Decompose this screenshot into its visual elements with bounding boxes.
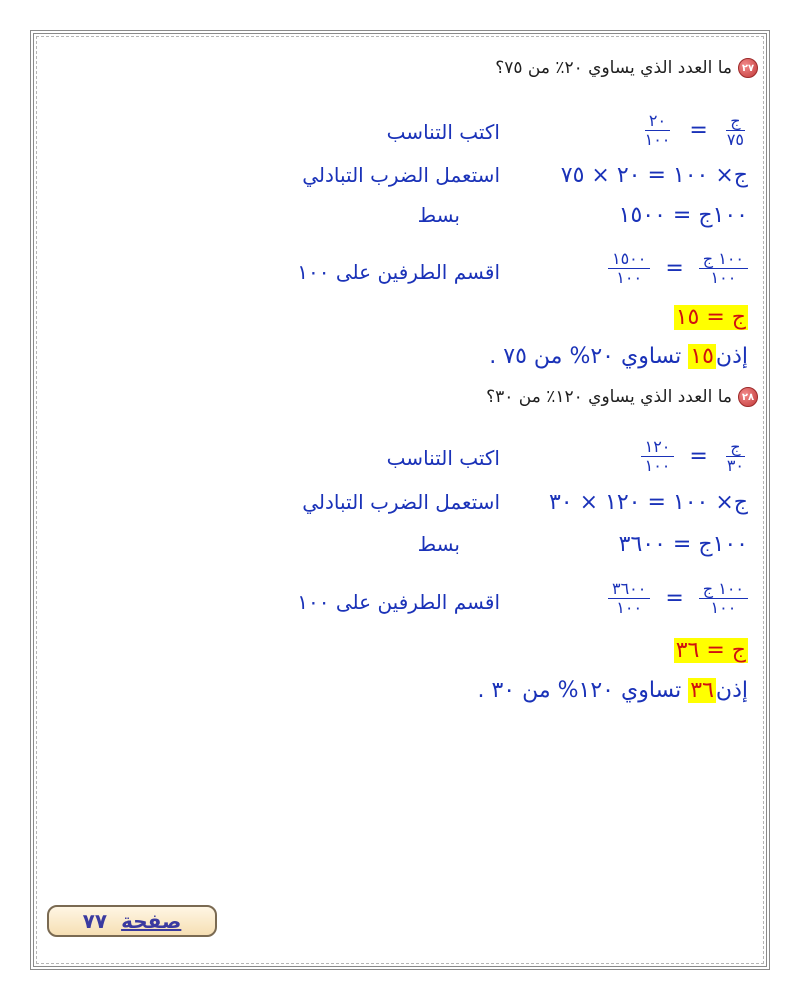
fraction-lhs (699, 580, 748, 617)
conclusion-value: ١٥ (690, 344, 714, 369)
cross-multiply-equation: ج× ١٠٠ = ١٢٠ × ٣٠ (548, 490, 748, 515)
step-divide: اقسم الطرفين على ١٠٠ (297, 260, 500, 284)
step-cross-multiply: استعمل الضرب التبادلي (302, 490, 500, 514)
equals-sign: = (665, 255, 684, 281)
conclusion-line (489, 344, 748, 369)
page-number-box (47, 905, 217, 937)
result-highlight (674, 638, 748, 663)
result-line (674, 638, 748, 663)
question-2 (486, 387, 758, 407)
proportion-equation (641, 438, 748, 475)
conclusion-line (477, 678, 748, 703)
question-text: ما العدد الذي يساوي ٢٠٪ من ٧٥؟ (495, 58, 732, 78)
fraction-denominator: ١٠٠ (710, 598, 737, 617)
fraction-numerator: ١٠٠ ج (699, 580, 748, 599)
fraction-rhs (608, 580, 650, 617)
fraction-numerator: ١٥٠٠ (608, 250, 650, 269)
fraction-rhs (641, 112, 675, 149)
conclusion-suffix: تساوي ٢٠% من ٧٥ . (489, 344, 682, 369)
result-value: ٣٦ (675, 638, 700, 663)
step-divide: اقسم الطرفين على ١٠٠ (297, 590, 500, 614)
result-highlight (674, 305, 748, 330)
cross-multiply-equation: ج× ١٠٠ = ٢٠ × ٧٥ (560, 163, 748, 188)
fraction-numerator: ٢٠ (645, 112, 670, 131)
result-variable: ج (731, 638, 746, 663)
fraction-lhs (699, 250, 748, 287)
fraction-denominator: ١٠٠ (616, 598, 643, 617)
fraction-denominator: ٧٥ (726, 130, 744, 149)
result-value: ١٥ (675, 305, 700, 330)
fraction-lhs (723, 112, 748, 149)
fraction-denominator: ١٠٠ (710, 268, 737, 287)
fraction-numerator: ج (726, 112, 744, 131)
step-write-proportion: اكتب التناسب (386, 446, 500, 470)
fraction-numerator: ٣٦٠٠ (608, 580, 650, 599)
step-write-proportion: اكتب التناسب (386, 120, 500, 144)
result-equals: = (706, 638, 725, 663)
result-variable: ج (731, 305, 746, 330)
fraction-rhs (608, 250, 650, 287)
fraction-rhs (641, 438, 675, 475)
page-label: صفحة (121, 909, 182, 933)
divide-equation (608, 250, 748, 287)
question-text: ما العدد الذي يساوي ١٢٠٪ من ٣٠؟ (486, 387, 732, 407)
page-number: ٧٧ (82, 909, 108, 933)
fraction-denominator: ١٠٠ (644, 130, 671, 149)
fraction-numerator: ١٢٠ (641, 438, 675, 457)
equals-sign: = (689, 117, 708, 143)
conclusion-prefix: إذن (715, 344, 748, 369)
result-line (674, 305, 748, 330)
divide-equation (608, 580, 748, 617)
conclusion-suffix: تساوي ١٢٠% من ٣٠ . (477, 678, 682, 703)
fraction-numerator: ١٠٠ ج (699, 250, 748, 269)
step-simplify: بسط (417, 532, 460, 556)
equals-sign: = (665, 585, 684, 611)
question-number-badge: ٢٨ (738, 387, 758, 407)
step-cross-multiply: استعمل الضرب التبادلي (302, 163, 500, 187)
simplify-equation: ١٠٠ج = ١٥٠٠ (618, 203, 748, 228)
conclusion-value: ٣٦ (690, 678, 714, 703)
simplify-equation: ١٠٠ج = ٣٦٠٠ (618, 532, 748, 557)
proportion-equation (641, 112, 748, 149)
fraction-denominator: ٣٠ (726, 456, 744, 475)
question-number-badge: ٢٧ (738, 58, 758, 78)
fraction-numerator: ج (726, 438, 744, 457)
step-simplify: بسط (417, 203, 460, 227)
fraction-lhs (723, 438, 748, 475)
fraction-denominator: ١٠٠ (644, 456, 671, 475)
equals-sign: = (689, 443, 708, 469)
fraction-denominator: ١٠٠ (616, 268, 643, 287)
question-1 (495, 58, 758, 78)
conclusion-prefix: إذن (715, 678, 748, 703)
result-equals: = (706, 305, 725, 330)
